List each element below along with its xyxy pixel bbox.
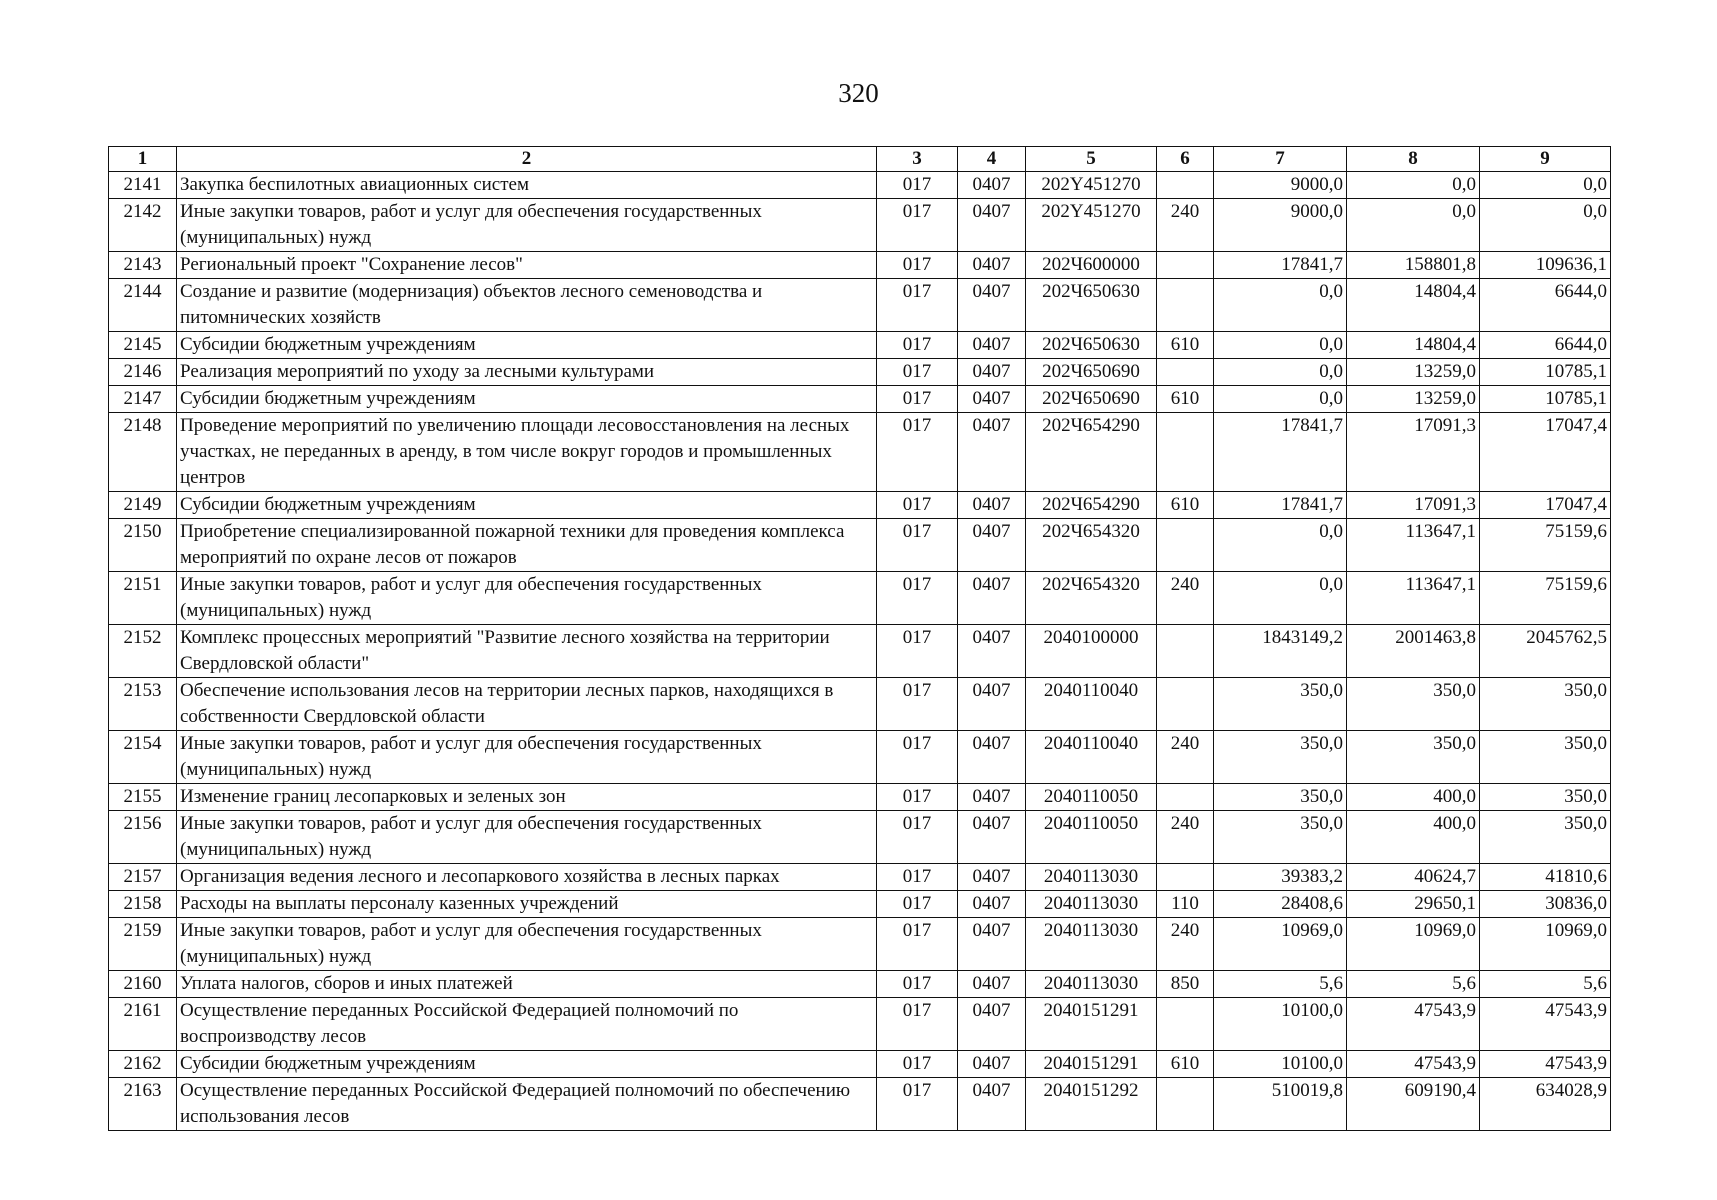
target-article-cell: 2040110040	[1026, 731, 1157, 784]
ministry-code-cell: 017	[877, 864, 958, 891]
row-number-cell: 2141	[109, 172, 177, 199]
amount-year2-cell: 350,0	[1347, 731, 1480, 784]
section-code-cell: 0407	[958, 811, 1026, 864]
expense-type-cell: 610	[1157, 1051, 1214, 1078]
row-name-cell: Иные закупки товаров, работ и услуг для обеспечения государственных (муниципальных) нужд	[177, 572, 877, 625]
expense-type-cell	[1157, 413, 1214, 492]
amount-year2-cell: 113647,1	[1347, 519, 1480, 572]
row-number-cell: 2145	[109, 332, 177, 359]
header-row	[109, 147, 1611, 172]
ministry-code-cell: 017	[877, 784, 958, 811]
ministry-code-cell: 017	[877, 998, 958, 1051]
table-row	[109, 891, 1611, 918]
target-article-cell: 2040113030	[1026, 971, 1157, 998]
ministry-code-cell: 017	[877, 731, 958, 784]
row-number-cell: 2156	[109, 811, 177, 864]
table-row	[109, 199, 1611, 252]
row-number-cell: 2150	[109, 519, 177, 572]
column-header: 6	[1157, 147, 1214, 172]
table-row	[109, 172, 1611, 199]
row-number-cell: 2144	[109, 279, 177, 332]
table-row	[109, 1078, 1611, 1131]
row-number-cell: 2153	[109, 678, 177, 731]
row-name-cell: Комплекс процессных мероприятий "Развитие лесного хозяйства на территории Свердловской области"	[177, 625, 877, 678]
column-header: 9	[1480, 147, 1611, 172]
table-row	[109, 918, 1611, 971]
table-row	[109, 1051, 1611, 1078]
row-name-cell: Обеспечение использования лесов на территории лесных парков, находящихся в собственности Свердловской области	[177, 678, 877, 731]
row-number-cell: 2146	[109, 359, 177, 386]
target-article-cell: 202Ч650630	[1026, 279, 1157, 332]
table-row	[109, 731, 1611, 784]
row-number-cell: 2151	[109, 572, 177, 625]
row-number-cell: 2147	[109, 386, 177, 413]
amount-year2-cell: 400,0	[1347, 784, 1480, 811]
section-code-cell: 0407	[958, 678, 1026, 731]
section-code-cell: 0407	[958, 252, 1026, 279]
row-number-cell: 2149	[109, 492, 177, 519]
table-row	[109, 386, 1611, 413]
expense-type-cell: 850	[1157, 971, 1214, 998]
amount-year2-cell: 158801,8	[1347, 252, 1480, 279]
amount-year1-cell: 10100,0	[1214, 1051, 1347, 1078]
ministry-code-cell: 017	[877, 172, 958, 199]
expense-type-cell	[1157, 252, 1214, 279]
table-row	[109, 811, 1611, 864]
amount-year3-cell: 17047,4	[1480, 492, 1611, 519]
amount-year3-cell: 5,6	[1480, 971, 1611, 998]
section-code-cell: 0407	[958, 1051, 1026, 1078]
ministry-code-cell: 017	[877, 572, 958, 625]
expense-type-cell: 240	[1157, 572, 1214, 625]
row-name-cell: Осуществление переданных Российской Федерацией полномочий по обеспечению использования лесов	[177, 1078, 877, 1131]
amount-year2-cell: 14804,4	[1347, 279, 1480, 332]
table-row	[109, 998, 1611, 1051]
section-code-cell: 0407	[958, 386, 1026, 413]
amount-year1-cell: 0,0	[1214, 359, 1347, 386]
row-name-cell: Иные закупки товаров, работ и услуг для обеспечения государственных (муниципальных) нужд	[177, 731, 877, 784]
expense-type-cell	[1157, 998, 1214, 1051]
row-name-cell: Иные закупки товаров, работ и услуг для обеспечения государственных (муниципальных) нужд	[177, 199, 877, 252]
expense-type-cell	[1157, 784, 1214, 811]
section-code-cell: 0407	[958, 971, 1026, 998]
target-article-cell: 202Ч654320	[1026, 572, 1157, 625]
target-article-cell: 202Y451270	[1026, 172, 1157, 199]
section-code-cell: 0407	[958, 332, 1026, 359]
row-number-cell: 2160	[109, 971, 177, 998]
ministry-code-cell: 017	[877, 971, 958, 998]
target-article-cell: 202Ч650690	[1026, 386, 1157, 413]
column-header: 8	[1347, 147, 1480, 172]
table-row	[109, 519, 1611, 572]
section-code-cell: 0407	[958, 998, 1026, 1051]
row-name-cell: Изменение границ лесопарковых и зеленых зон	[177, 784, 877, 811]
row-name-cell: Создание и развитие (модернизация) объектов лесного семеноводства и питомнических хозяйств	[177, 279, 877, 332]
expense-type-cell: 240	[1157, 811, 1214, 864]
expense-type-cell	[1157, 519, 1214, 572]
row-name-cell: Субсидии бюджетным учреждениям	[177, 492, 877, 519]
target-article-cell: 2040110040	[1026, 678, 1157, 731]
amount-year3-cell: 17047,4	[1480, 413, 1611, 492]
amount-year2-cell: 10969,0	[1347, 918, 1480, 971]
amount-year2-cell: 29650,1	[1347, 891, 1480, 918]
row-name-cell: Субсидии бюджетным учреждениям	[177, 1051, 877, 1078]
column-header: 2	[177, 147, 877, 172]
target-article-cell: 202Ч650690	[1026, 359, 1157, 386]
amount-year1-cell: 350,0	[1214, 784, 1347, 811]
target-article-cell: 202Y451270	[1026, 199, 1157, 252]
column-header: 4	[958, 147, 1026, 172]
row-name-cell: Организация ведения лесного и лесопаркового хозяйства в лесных парках	[177, 864, 877, 891]
amount-year2-cell: 40624,7	[1347, 864, 1480, 891]
amount-year1-cell: 0,0	[1214, 279, 1347, 332]
target-article-cell: 2040110050	[1026, 784, 1157, 811]
section-code-cell: 0407	[958, 864, 1026, 891]
amount-year1-cell: 350,0	[1214, 731, 1347, 784]
target-article-cell: 202Ч654290	[1026, 413, 1157, 492]
target-article-cell: 2040113030	[1026, 918, 1157, 971]
target-article-cell: 2040113030	[1026, 864, 1157, 891]
amount-year3-cell: 47543,9	[1480, 1051, 1611, 1078]
amount-year2-cell: 350,0	[1347, 678, 1480, 731]
amount-year1-cell: 0,0	[1214, 572, 1347, 625]
expense-type-cell: 610	[1157, 332, 1214, 359]
section-code-cell: 0407	[958, 625, 1026, 678]
table-row	[109, 572, 1611, 625]
amount-year2-cell: 17091,3	[1347, 492, 1480, 519]
ministry-code-cell: 017	[877, 359, 958, 386]
target-article-cell: 2040113030	[1026, 891, 1157, 918]
amount-year3-cell: 350,0	[1480, 731, 1611, 784]
ministry-code-cell: 017	[877, 386, 958, 413]
row-name-cell: Иные закупки товаров, работ и услуг для обеспечения государственных (муниципальных) нужд	[177, 811, 877, 864]
expense-type-cell	[1157, 678, 1214, 731]
expense-type-cell	[1157, 172, 1214, 199]
table-row	[109, 864, 1611, 891]
row-name-cell: Расходы на выплаты персоналу казенных учреждений	[177, 891, 877, 918]
amount-year1-cell: 28408,6	[1214, 891, 1347, 918]
amount-year2-cell: 609190,4	[1347, 1078, 1480, 1131]
ministry-code-cell: 017	[877, 891, 958, 918]
amount-year1-cell: 5,6	[1214, 971, 1347, 998]
ministry-code-cell: 017	[877, 678, 958, 731]
ministry-code-cell: 017	[877, 332, 958, 359]
section-code-cell: 0407	[958, 413, 1026, 492]
section-code-cell: 0407	[958, 172, 1026, 199]
amount-year3-cell: 0,0	[1480, 172, 1611, 199]
table-row	[109, 784, 1611, 811]
table-row	[109, 678, 1611, 731]
amount-year3-cell: 10969,0	[1480, 918, 1611, 971]
table-row	[109, 413, 1611, 492]
amount-year3-cell: 75159,6	[1480, 519, 1611, 572]
ministry-code-cell: 017	[877, 492, 958, 519]
amount-year1-cell: 17841,7	[1214, 492, 1347, 519]
ministry-code-cell: 017	[877, 519, 958, 572]
budget-table	[108, 146, 1611, 1131]
section-code-cell: 0407	[958, 199, 1026, 252]
amount-year2-cell: 13259,0	[1347, 386, 1480, 413]
expense-type-cell: 610	[1157, 492, 1214, 519]
amount-year1-cell: 510019,8	[1214, 1078, 1347, 1131]
amount-year3-cell: 47543,9	[1480, 998, 1611, 1051]
amount-year2-cell: 17091,3	[1347, 413, 1480, 492]
target-article-cell: 2040151291	[1026, 1051, 1157, 1078]
amount-year1-cell: 350,0	[1214, 678, 1347, 731]
amount-year2-cell: 5,6	[1347, 971, 1480, 998]
expense-type-cell: 240	[1157, 918, 1214, 971]
row-number-cell: 2152	[109, 625, 177, 678]
section-code-cell: 0407	[958, 918, 1026, 971]
row-number-cell: 2154	[109, 731, 177, 784]
expense-type-cell	[1157, 1078, 1214, 1131]
section-code-cell: 0407	[958, 891, 1026, 918]
row-name-cell: Осуществление переданных Российской Федерацией полномочий по воспроизводству лесов	[177, 998, 877, 1051]
table-row	[109, 625, 1611, 678]
amount-year1-cell: 0,0	[1214, 519, 1347, 572]
row-name-cell: Проведение мероприятий по увеличению площади лесовосстановления на лесных участках, не переданных в аренду, в том числе вокруг городов и промышленных центров	[177, 413, 877, 492]
amount-year2-cell: 47543,9	[1347, 998, 1480, 1051]
section-code-cell: 0407	[958, 279, 1026, 332]
ministry-code-cell: 017	[877, 1051, 958, 1078]
ministry-code-cell: 017	[877, 199, 958, 252]
amount-year1-cell: 10100,0	[1214, 998, 1347, 1051]
target-article-cell: 2040110050	[1026, 811, 1157, 864]
column-header: 3	[877, 147, 958, 172]
amount-year3-cell: 350,0	[1480, 678, 1611, 731]
target-article-cell: 2040151291	[1026, 998, 1157, 1051]
table-row	[109, 279, 1611, 332]
column-header: 5	[1026, 147, 1157, 172]
amount-year3-cell: 6644,0	[1480, 332, 1611, 359]
amount-year1-cell: 10969,0	[1214, 918, 1347, 971]
ministry-code-cell: 017	[877, 413, 958, 492]
amount-year2-cell: 0,0	[1347, 199, 1480, 252]
amount-year3-cell: 109636,1	[1480, 252, 1611, 279]
row-number-cell: 2155	[109, 784, 177, 811]
target-article-cell: 2040151292	[1026, 1078, 1157, 1131]
section-code-cell: 0407	[958, 519, 1026, 572]
amount-year1-cell: 0,0	[1214, 332, 1347, 359]
row-number-cell: 2163	[109, 1078, 177, 1131]
section-code-cell: 0407	[958, 1078, 1026, 1131]
amount-year1-cell: 9000,0	[1214, 199, 1347, 252]
row-number-cell: 2162	[109, 1051, 177, 1078]
table-row	[109, 252, 1611, 279]
amount-year3-cell: 41810,6	[1480, 864, 1611, 891]
target-article-cell: 202Ч600000	[1026, 252, 1157, 279]
row-name-cell: Субсидии бюджетным учреждениям	[177, 386, 877, 413]
page-number: 320	[838, 78, 879, 108]
amount-year1-cell: 0,0	[1214, 386, 1347, 413]
column-header: 1	[109, 147, 177, 172]
row-name-cell: Уплата налогов, сборов и иных платежей	[177, 971, 877, 998]
ministry-code-cell: 017	[877, 918, 958, 971]
expense-type-cell: 240	[1157, 731, 1214, 784]
amount-year3-cell: 350,0	[1480, 784, 1611, 811]
target-article-cell: 202Ч654290	[1026, 492, 1157, 519]
section-code-cell: 0407	[958, 572, 1026, 625]
row-name-cell: Реализация мероприятий по уходу за лесными культурами	[177, 359, 877, 386]
table-body	[109, 172, 1611, 1131]
table-row	[109, 332, 1611, 359]
amount-year3-cell: 350,0	[1480, 811, 1611, 864]
section-code-cell: 0407	[958, 784, 1026, 811]
ministry-code-cell: 017	[877, 252, 958, 279]
amount-year3-cell: 634028,9	[1480, 1078, 1611, 1131]
amount-year3-cell: 75159,6	[1480, 572, 1611, 625]
amount-year2-cell: 400,0	[1347, 811, 1480, 864]
ministry-code-cell: 017	[877, 811, 958, 864]
ministry-code-cell: 017	[877, 1078, 958, 1131]
row-name-cell: Приобретение специализированной пожарной техники для проведения комплекса мероприятий по охране лесов от пожаров	[177, 519, 877, 572]
row-number-cell: 2142	[109, 199, 177, 252]
column-header: 7	[1214, 147, 1347, 172]
table-row	[109, 492, 1611, 519]
section-code-cell: 0407	[958, 492, 1026, 519]
amount-year2-cell: 47543,9	[1347, 1051, 1480, 1078]
row-number-cell: 2158	[109, 891, 177, 918]
table-row	[109, 971, 1611, 998]
target-article-cell: 202Ч650630	[1026, 332, 1157, 359]
expense-type-cell: 610	[1157, 386, 1214, 413]
amount-year1-cell: 9000,0	[1214, 172, 1347, 199]
row-name-cell: Иные закупки товаров, работ и услуг для обеспечения государственных (муниципальных) нужд	[177, 918, 877, 971]
row-name-cell: Региональный проект "Сохранение лесов"	[177, 252, 877, 279]
row-number-cell: 2148	[109, 413, 177, 492]
amount-year2-cell: 2001463,8	[1347, 625, 1480, 678]
amount-year3-cell: 30836,0	[1480, 891, 1611, 918]
row-number-cell: 2143	[109, 252, 177, 279]
amount-year1-cell: 17841,7	[1214, 252, 1347, 279]
amount-year1-cell: 39383,2	[1214, 864, 1347, 891]
amount-year3-cell: 10785,1	[1480, 386, 1611, 413]
amount-year3-cell: 6644,0	[1480, 279, 1611, 332]
amount-year1-cell: 350,0	[1214, 811, 1347, 864]
ministry-code-cell: 017	[877, 279, 958, 332]
expense-type-cell	[1157, 625, 1214, 678]
row-number-cell: 2161	[109, 998, 177, 1051]
ministry-code-cell: 017	[877, 625, 958, 678]
section-code-cell: 0407	[958, 731, 1026, 784]
expense-type-cell	[1157, 359, 1214, 386]
expense-type-cell: 240	[1157, 199, 1214, 252]
target-article-cell: 202Ч654320	[1026, 519, 1157, 572]
expense-type-cell	[1157, 864, 1214, 891]
row-name-cell: Субсидии бюджетным учреждениям	[177, 332, 877, 359]
amount-year3-cell: 0,0	[1480, 199, 1611, 252]
amount-year3-cell: 2045762,5	[1480, 625, 1611, 678]
amount-year2-cell: 13259,0	[1347, 359, 1480, 386]
amount-year2-cell: 14804,4	[1347, 332, 1480, 359]
row-name-cell: Закупка беспилотных авиационных систем	[177, 172, 877, 199]
row-number-cell: 2157	[109, 864, 177, 891]
amount-year1-cell: 17841,7	[1214, 413, 1347, 492]
amount-year2-cell: 0,0	[1347, 172, 1480, 199]
amount-year2-cell: 113647,1	[1347, 572, 1480, 625]
section-code-cell: 0407	[958, 359, 1026, 386]
expense-type-cell: 110	[1157, 891, 1214, 918]
amount-year3-cell: 10785,1	[1480, 359, 1611, 386]
row-number-cell: 2159	[109, 918, 177, 971]
table-row	[109, 359, 1611, 386]
expense-type-cell	[1157, 279, 1214, 332]
target-article-cell: 2040100000	[1026, 625, 1157, 678]
amount-year1-cell: 1843149,2	[1214, 625, 1347, 678]
